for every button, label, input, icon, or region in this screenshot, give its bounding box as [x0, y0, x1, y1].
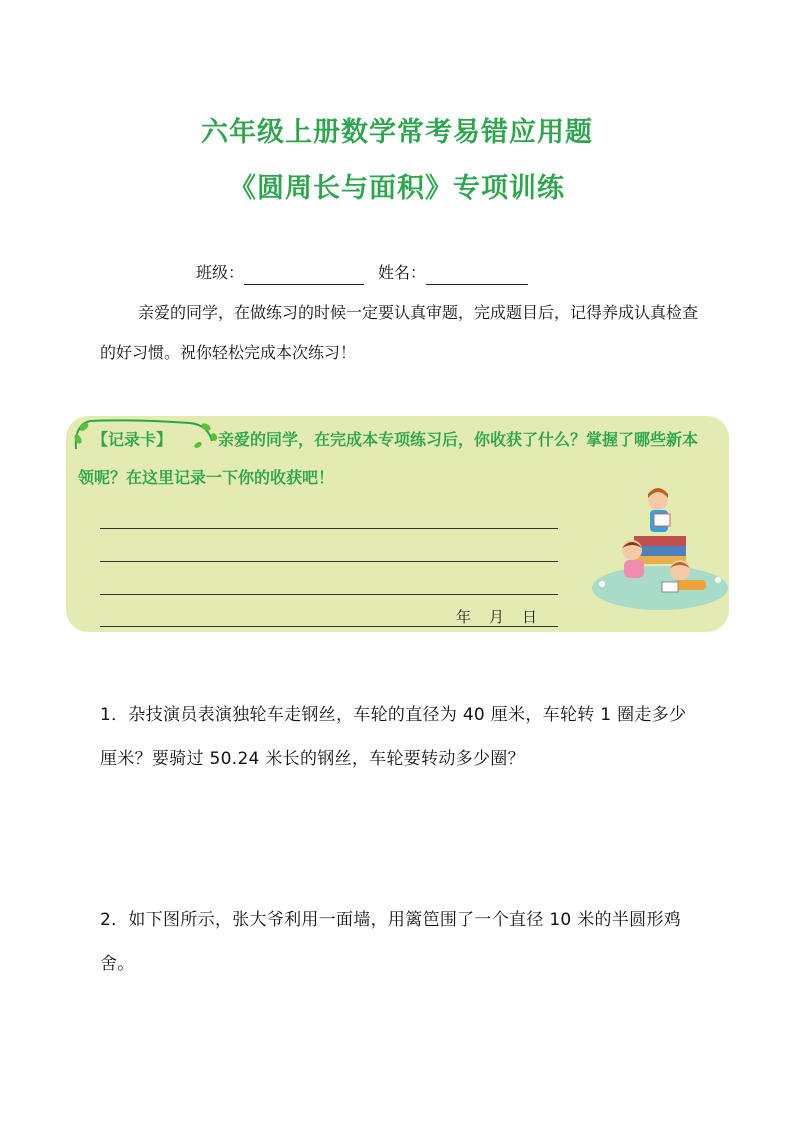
- record-line[interactable]: [100, 594, 558, 595]
- name-blank[interactable]: [426, 266, 528, 285]
- class-label: 班级：: [196, 263, 245, 282]
- student-info: [196, 261, 528, 285]
- record-card-tag: 【记录卡】: [78, 421, 218, 459]
- record-line[interactable]: [100, 561, 558, 562]
- date-year: 年: [456, 608, 472, 626]
- page-subtitle: 《圆周长与面积》专项训练: [229, 173, 565, 204]
- intro-paragraph: [100, 293, 700, 373]
- record-card-body: 亲爱的同学，在完成本专项练习后，你收获了什么？掌握了哪些新本领呢？在这里记录一下你的收获吧！: [78, 430, 699, 487]
- record-line[interactable]: [100, 528, 558, 529]
- date-day: 日: [522, 608, 538, 626]
- question-2: 2．如下图所示，张大爷利用一面墙，用篱笆围了一个直径 10 米的半圆形鸡舍。: [100, 910, 682, 974]
- intro-text: 亲爱的同学，在做练习的时候一定要认真审题，完成题目后，记得养成认真检查的好习惯。祝你轻松完成本次练习！: [100, 303, 699, 362]
- class-blank[interactable]: [244, 266, 364, 285]
- reading-kids-illustration: [590, 488, 730, 614]
- date-line: [456, 606, 555, 627]
- question-1: 1．杂技演员表演独轮车走钢丝，车轮的直径为 40 厘米，车轮转 1 圈走多少厘米？要骑过 50.24 米长的钢丝，车轮要转动多少圈？: [100, 705, 687, 769]
- page-title: 六年级上册数学常考易错应用题: [201, 117, 593, 148]
- record-card-text: [78, 421, 698, 497]
- date-month: 月: [489, 608, 505, 626]
- name-label: 姓名：: [378, 263, 427, 282]
